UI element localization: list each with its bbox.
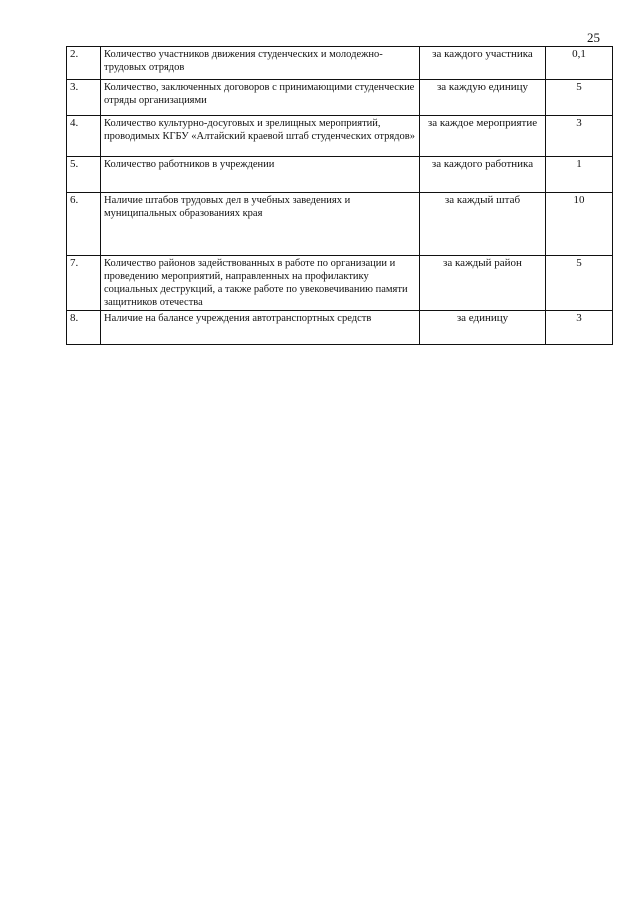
- score-value: 3: [546, 116, 613, 157]
- score-value: 5: [546, 256, 613, 311]
- score-value: 3: [546, 311, 613, 345]
- score-value: 1: [546, 157, 613, 193]
- score-value: 5: [546, 80, 613, 116]
- row-number: 6.: [67, 193, 101, 256]
- unit-of-measure: за каждый район: [420, 256, 546, 311]
- row-number: 4.: [67, 116, 101, 157]
- page-number: 25: [587, 30, 600, 45]
- score-value: 0,1: [546, 47, 613, 80]
- unit-of-measure: за единицу: [420, 311, 546, 345]
- criterion-name: Количество, заключенных договоров с принимающими студенческие отряды организациями: [101, 80, 420, 116]
- row-number: 3.: [67, 80, 101, 116]
- criteria-table: [66, 46, 613, 345]
- criterion-name: Количество участников движения студенческих и молодежно-трудовых отрядов: [101, 47, 420, 80]
- table-row: [67, 311, 613, 345]
- table-row: [67, 193, 613, 256]
- table-row: [67, 80, 613, 116]
- unit-of-measure: за каждую единицу: [420, 80, 546, 116]
- criterion-name: Наличие на балансе учреждения автотранспортных средств: [101, 311, 420, 345]
- criterion-name: Количество культурно-досуговых и зрелищных мероприятий, проводимых КГБУ «Алтайский краевой штаб студенческих отрядов»: [101, 116, 420, 157]
- table-row: [67, 116, 613, 157]
- criterion-name: Наличие штабов трудовых дел в учебных заведениях и муниципальных образованиях края: [101, 193, 420, 256]
- criterion-name: Количество районов задействованных в работе по организации и проведению мероприятий, направленных на профилактику социальных деструкций, а также работе по увековечиванию памяти защитников отечества: [101, 256, 420, 311]
- table-row: [67, 47, 613, 80]
- table-row: [67, 157, 613, 193]
- unit-of-measure: за каждое мероприятие: [420, 116, 546, 157]
- row-number: 8.: [67, 311, 101, 345]
- score-value: 10: [546, 193, 613, 256]
- unit-of-measure: за каждого работника: [420, 157, 546, 193]
- unit-of-measure: за каждый штаб: [420, 193, 546, 256]
- row-number: 7.: [67, 256, 101, 311]
- unit-of-measure: за каждого участника: [420, 47, 546, 80]
- row-number: 5.: [67, 157, 101, 193]
- table-row: [67, 256, 613, 311]
- criterion-name: Количество работников в учреждении: [101, 157, 420, 193]
- row-number: 2.: [67, 47, 101, 80]
